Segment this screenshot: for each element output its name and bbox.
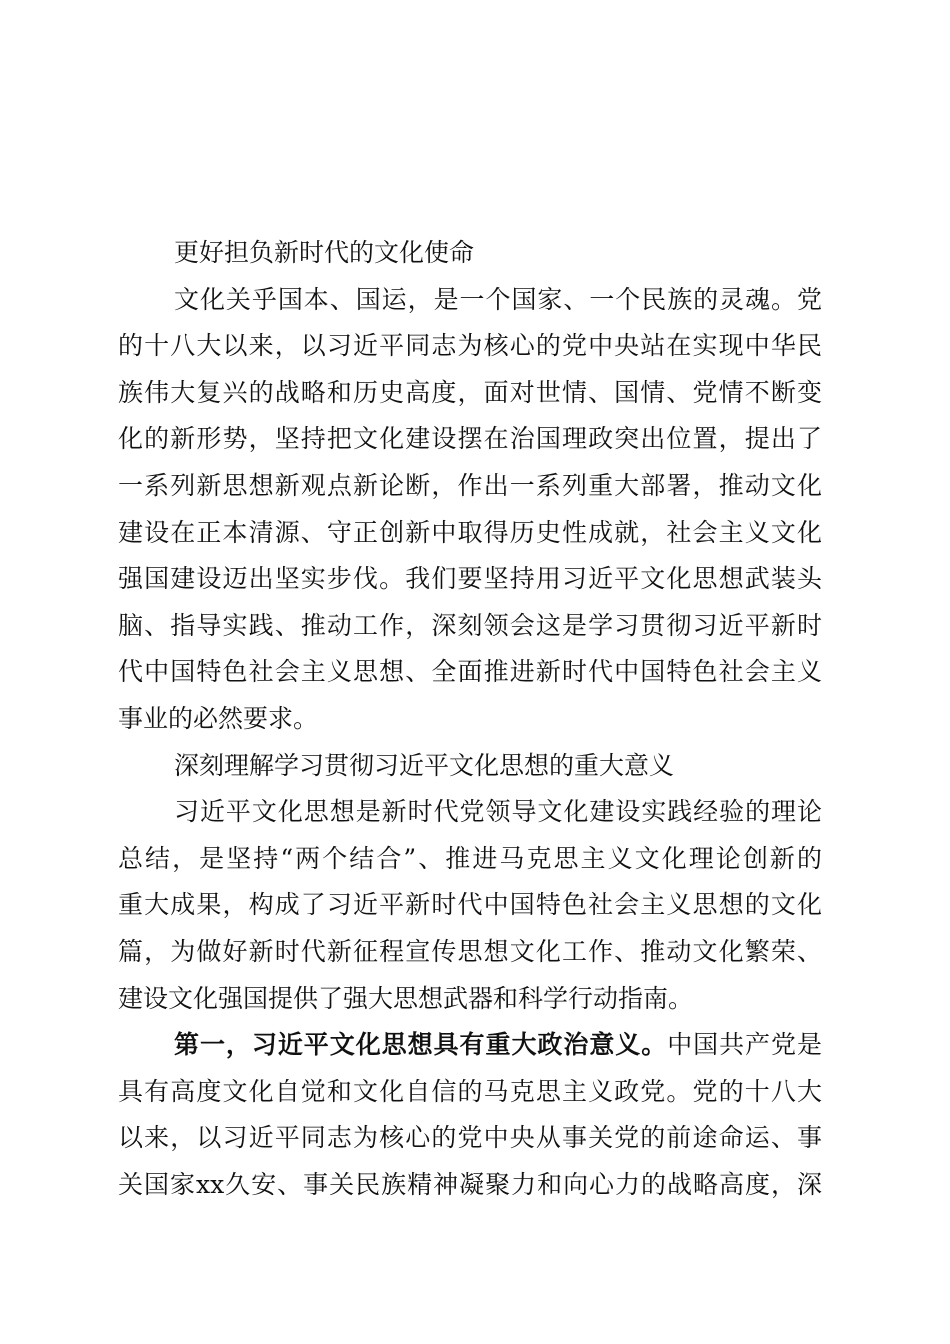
- paragraph-line: 的十八大以来，以习近平同志为核心的党中央站在实现中华民: [118, 331, 822, 361]
- paragraph-line: 具有高度文化自觉和文化自信的马克思主义政党。党的十八大: [118, 1076, 822, 1106]
- paragraph-line: 以来，以习近平同志为核心的党中央从事关党的前途命运、事: [118, 1123, 822, 1153]
- paragraph-line: 文化关乎国本、国运，是一个国家、一个民族的灵魂。党: [174, 284, 822, 314]
- document-title: 更好担负新时代的文化使命: [174, 238, 475, 267]
- paragraph-line: 关国家xx久安、事关民族精神凝聚力和向心力的战略高度，深: [118, 1169, 822, 1199]
- paragraph-line: 化的新形势，坚持把文化建设摆在治国理政突出位置，提出了: [118, 424, 822, 454]
- document-page: [118, 230, 822, 1208]
- paragraph-line: 族伟大复兴的战略和历史高度，面对世情、国情、党情不断变: [118, 377, 822, 407]
- paragraph-line: 总结，是坚持“两个结合”、推进马克思主义文化理论创新的: [118, 843, 822, 873]
- paragraph-line: 重大成果，构成了习近平新时代中国特色社会主义思想的文化: [118, 890, 822, 920]
- paragraph-line: 强国建设迈出坚实步伐。我们要坚持用习近平文化思想武装头: [118, 564, 822, 594]
- section-heading: 深刻理解学习贯彻习近平文化思想的重大意义: [174, 750, 675, 780]
- paragraph-line: 建设文化强国提供了强大思想武器和科学行动指南。: [118, 983, 694, 1013]
- paragraph-line: [174, 1022, 822, 1069]
- paragraph-line: 脑、指导实践、推动工作，深刻领会这是学习贯彻习近平新时: [118, 610, 822, 640]
- paragraph-line: 篇，为做好新时代新征程宣传思想文化工作、推动文化繁荣、: [118, 936, 822, 966]
- paragraph-1: [118, 277, 822, 743]
- paragraph-line: 事业的必然要求。: [118, 703, 319, 733]
- line-rest: 中国共产党是: [667, 1030, 822, 1060]
- paragraph-line: 习近平文化思想是新时代党领导文化建设实践经验的理论: [174, 797, 822, 827]
- bold-lead: 第一，习近平文化思想具有重大政治意义。: [174, 1030, 668, 1060]
- paragraph-line: 建设在正本清源、守正创新中取得历史性成就，社会主义文化: [118, 517, 822, 547]
- paragraph-line: 代中国特色社会主义思想、全面推进新时代中国特色社会主义: [118, 657, 822, 687]
- paragraph-3: [118, 1022, 822, 1208]
- paragraph-2: [118, 789, 822, 1022]
- paragraph-line: 一系列新思想新观点新论断，作出一系列重大部署，推动文化: [118, 470, 822, 500]
